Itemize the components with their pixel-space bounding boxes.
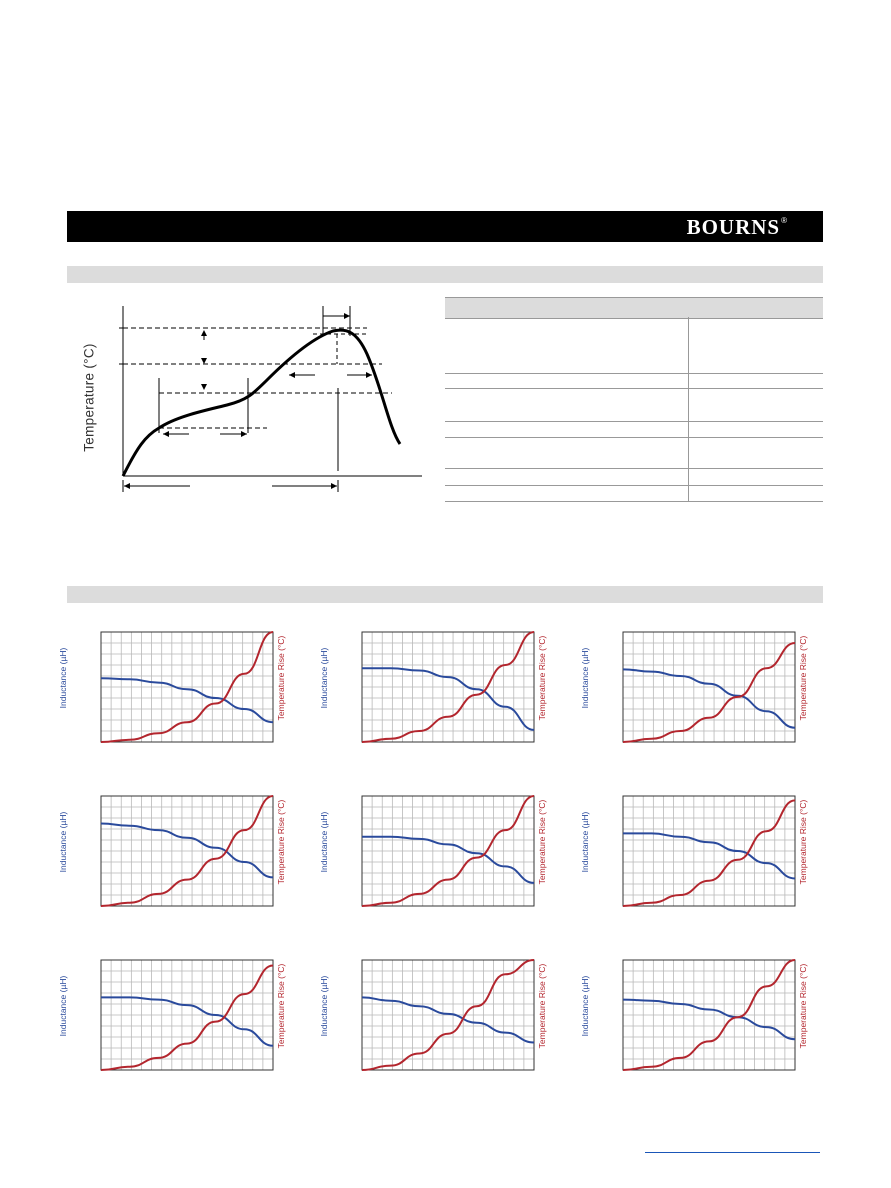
inductance-curve — [101, 997, 273, 1045]
y-axis-label-left: Inductance (µH) — [580, 811, 590, 873]
arrow-head — [344, 313, 350, 319]
characteristic-chart-8 — [319, 959, 547, 1109]
y-axis-label-left: Inductance (µH) — [58, 975, 68, 1037]
reflow-profile-diagram — [67, 298, 437, 498]
inductance-curve — [101, 678, 273, 722]
header-banner — [67, 211, 823, 242]
table-header — [445, 297, 823, 319]
y-axis-label-right: Temperature Rise (°C) — [537, 963, 547, 1049]
characteristic-chart-2 — [319, 631, 547, 781]
chart-plot-area — [361, 795, 535, 907]
characteristic-chart-7 — [58, 959, 286, 1109]
chart-plot-area — [622, 959, 796, 1071]
characteristic-chart-6 — [580, 795, 808, 945]
y-axis-label-right: Temperature Rise (°C) — [276, 963, 286, 1049]
arrow-head — [201, 330, 207, 336]
chart-plot-area — [100, 631, 274, 743]
y-axis-label-right: Temperature Rise (°C) — [537, 635, 547, 721]
chart-plot-area — [622, 631, 796, 743]
reflow-spec-table — [445, 297, 823, 502]
y-axis-label-left: Inductance (µH) — [319, 975, 329, 1037]
chart-plot-area — [622, 795, 796, 907]
y-axis-label-right: Temperature Rise (°C) — [798, 799, 808, 885]
registered-mark: ® — [781, 216, 787, 225]
y-axis-label-right: Temperature Rise (°C) — [798, 963, 808, 1049]
table-row-line — [445, 468, 823, 469]
profile-svg — [67, 298, 437, 498]
inductance-curve — [623, 669, 795, 727]
characteristic-chart-5 — [319, 795, 547, 945]
y-axis-label-right: Temperature Rise (°C) — [276, 799, 286, 885]
table-row-line — [445, 388, 823, 389]
section-bar-reflow — [67, 266, 823, 283]
table-row-line — [445, 373, 823, 374]
y-axis-label-left: Inductance (µH) — [580, 647, 590, 709]
temperature-rise-curve — [101, 966, 273, 1071]
y-axis-label-left: Inductance (µH) — [319, 811, 329, 873]
chart-plot-area — [100, 959, 274, 1071]
arrow-head — [331, 483, 337, 489]
y-axis-label-right: Temperature Rise (°C) — [798, 635, 808, 721]
inductance-curve — [623, 1000, 795, 1040]
y-axis-label-left: Inductance (µH) — [580, 975, 590, 1037]
temperature-rise-curve — [623, 800, 795, 906]
y-axis-label-left: Inductance (µH) — [58, 647, 68, 709]
table-column-divider — [688, 317, 689, 502]
characteristic-chart-3 — [580, 631, 808, 781]
table-row-line — [445, 421, 823, 422]
chart-plot-area — [361, 631, 535, 743]
chart-plot-area — [361, 959, 535, 1071]
footer-link-underline[interactable] — [645, 1152, 820, 1153]
temperature-rise-curve — [623, 643, 795, 742]
table-row-line — [445, 485, 823, 486]
arrow-head — [241, 431, 247, 437]
bourns-logo — [687, 216, 787, 238]
logo-text: BOURNS — [686, 215, 781, 239]
arrow-head — [163, 431, 169, 437]
arrow-head — [124, 483, 130, 489]
characteristic-chart-4 — [58, 795, 286, 945]
y-axis-label-left: Inductance (µH) — [319, 647, 329, 709]
inductance-curve — [101, 824, 273, 878]
arrow-head — [201, 358, 207, 364]
table-row-line — [445, 437, 823, 438]
characteristic-chart-9 — [580, 959, 808, 1109]
arrow-head — [201, 384, 207, 390]
characteristic-chart-1 — [58, 631, 286, 781]
arrow-head — [366, 372, 372, 378]
arrow-head — [289, 372, 295, 378]
chart-plot-area — [100, 795, 274, 907]
y-axis-label-right: Temperature Rise (°C) — [276, 635, 286, 721]
reflow-profile-curve — [123, 330, 400, 476]
inductance-curve — [362, 837, 534, 883]
table-row-line — [445, 501, 823, 502]
y-axis-label-left: Inductance (µH) — [58, 811, 68, 873]
y-axis-label-right: Temperature Rise (°C) — [537, 799, 547, 885]
inductance-curve — [362, 668, 534, 730]
profile-y-axis-label: Temperature (°C) — [81, 343, 97, 452]
section-bar-characteristics — [67, 586, 823, 603]
